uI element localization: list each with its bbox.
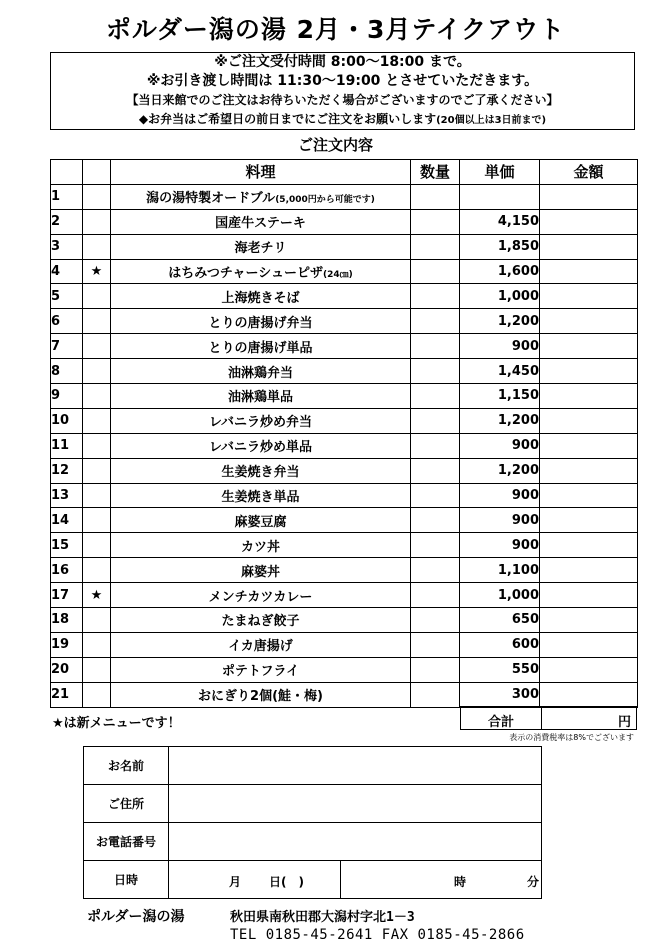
row-item-name: カツ丼: [240, 539, 280, 555]
new-star-icon: [83, 682, 111, 707]
datetime-field[interactable]: [169, 861, 542, 899]
row-amount-cell[interactable]: [540, 533, 638, 558]
new-star-icon: [83, 433, 111, 458]
row-number: 9: [51, 384, 83, 409]
header-item: 料理: [111, 160, 411, 185]
row-amount-cell[interactable]: [540, 408, 638, 433]
row-number: 5: [51, 284, 83, 309]
row-item: [111, 408, 411, 433]
name-label: お名前: [84, 747, 169, 785]
notice-pickup-hours: ※お引き渡し時間は 11:30～19:00 とさせていただきます。: [146, 73, 539, 89]
row-amount-cell[interactable]: [540, 334, 638, 359]
row-item: [111, 284, 411, 309]
row-qty-cell[interactable]: [411, 259, 460, 284]
new-star-icon: ★: [83, 583, 111, 608]
row-item-note: (5,000円から可能です): [275, 195, 375, 206]
row-item-name: レバニラ炒め弁当: [208, 415, 313, 431]
row-price: 550: [460, 657, 540, 682]
row-number: 17: [51, 583, 83, 608]
row-qty-cell[interactable]: [411, 632, 460, 657]
row-amount-cell[interactable]: [540, 483, 638, 508]
row-amount-cell[interactable]: [540, 184, 638, 209]
row-number: 3: [51, 234, 83, 259]
row-item: [111, 433, 411, 458]
row-qty-cell[interactable]: [411, 458, 460, 483]
row-qty-cell[interactable]: [411, 284, 460, 309]
row-item: [111, 384, 411, 409]
row-price: 900: [460, 334, 540, 359]
new-star-icon: [83, 234, 111, 259]
row-number: 20: [51, 657, 83, 682]
table-row: [51, 408, 638, 433]
row-item-name: 生姜焼き弁当: [221, 465, 300, 481]
page-title: ポルダー潟の湯 2月・3月テイクアウト: [105, 15, 566, 44]
address-field[interactable]: [169, 785, 542, 823]
row-number: 19: [51, 632, 83, 657]
row-item: [111, 184, 411, 209]
row-amount-cell[interactable]: [540, 458, 638, 483]
datetime-divider: [340, 861, 341, 898]
row-item-name: ポテトフライ: [221, 664, 300, 680]
row-item-name: 麻婆丼: [240, 564, 280, 580]
row-qty-cell[interactable]: [411, 657, 460, 682]
row-amount-cell[interactable]: [540, 632, 638, 657]
row-number: 21: [51, 682, 83, 707]
new-star-icon: [83, 533, 111, 558]
total-unit: 円: [617, 715, 631, 730]
new-star-icon: [83, 334, 111, 359]
row-item: [111, 608, 411, 633]
row-item: [111, 632, 411, 657]
row-price: 650: [460, 608, 540, 633]
address-label: ご住所: [84, 785, 169, 823]
row-number: 6: [51, 309, 83, 334]
tax-note: 表示の消費税率は8%でございます: [509, 733, 634, 742]
footer-address: 秋田県南秋田郡大潟村字北1－3: [230, 910, 415, 925]
row-qty-cell[interactable]: [411, 608, 460, 633]
row-number: 8: [51, 359, 83, 384]
row-number: 2: [51, 209, 83, 234]
day-label: 日( ): [269, 875, 304, 889]
notice-bento-main: ◆お弁当はご希望日の前日までにご注文をお願いします: [138, 112, 437, 126]
table-row: [51, 608, 638, 633]
new-star-icon: [83, 384, 111, 409]
row-item: [111, 558, 411, 583]
table-row: [51, 483, 638, 508]
row-item-name: はちみつチャーシューピザ: [168, 266, 324, 281]
row-price: 1,000: [460, 284, 540, 309]
row-item-name: イカ唐揚げ: [228, 639, 293, 655]
row-price: [460, 184, 540, 209]
header-price: 単価: [460, 160, 540, 185]
total-box: [460, 706, 637, 730]
row-price: 900: [460, 508, 540, 533]
table-row: [51, 359, 638, 384]
name-field[interactable]: [169, 747, 542, 785]
row-amount-cell[interactable]: [540, 608, 638, 633]
row-qty-cell[interactable]: [411, 359, 460, 384]
row-item-name: 油淋鶏単品: [227, 390, 293, 406]
row-price: 1,150: [460, 384, 540, 409]
table-row: [51, 334, 638, 359]
month-label: 月: [229, 875, 242, 889]
row-qty-cell[interactable]: [411, 408, 460, 433]
table-row: [51, 184, 638, 209]
table-row: [51, 384, 638, 409]
phone-label: お電話番号: [84, 823, 169, 861]
footer-contact: TEL 0185-45-2641 FAX 0185-45-2866: [230, 927, 525, 943]
row-qty-cell[interactable]: [411, 508, 460, 533]
row-number: 1: [51, 184, 83, 209]
row-price: 900: [460, 483, 540, 508]
row-price: 1,000: [460, 583, 540, 608]
row-item-name: おにぎり2個(鮭・梅): [198, 689, 323, 705]
row-number: 18: [51, 608, 83, 633]
row-item: [111, 483, 411, 508]
order-table-body: [51, 184, 638, 707]
new-star-icon: [83, 184, 111, 209]
new-star-icon: [83, 309, 111, 334]
row-item: [111, 682, 411, 707]
table-row: [51, 259, 638, 284]
row-item: [111, 334, 411, 359]
row-price: 1,200: [460, 309, 540, 334]
row-qty-cell[interactable]: [411, 583, 460, 608]
order-table: [50, 159, 638, 708]
row-amount-cell[interactable]: [540, 558, 638, 583]
row-price: 1,600: [460, 259, 540, 284]
row-item-name: 麻婆豆腐: [234, 514, 287, 530]
new-star-icon: [83, 458, 111, 483]
row-price: 900: [460, 433, 540, 458]
row-qty-cell[interactable]: [411, 384, 460, 409]
row-qty-cell[interactable]: [411, 309, 460, 334]
row-item-note: (24㎝): [323, 270, 353, 280]
new-star-icon: [83, 408, 111, 433]
minute-label: 分: [527, 875, 540, 889]
table-row: [51, 657, 638, 682]
row-price: 300: [460, 682, 540, 707]
row-amount-cell[interactable]: [540, 259, 638, 284]
row-item: [111, 508, 411, 533]
total-label: 合計: [487, 715, 514, 730]
table-row: [51, 632, 638, 657]
new-star-icon: [83, 558, 111, 583]
row-item-name: とりの唐揚げ弁当: [208, 315, 313, 331]
new-menu-note: ★は新メニューです！: [52, 716, 181, 731]
row-amount-cell[interactable]: [540, 284, 638, 309]
row-amount-cell[interactable]: [540, 508, 638, 533]
row-item-name: とりの唐揚げ単品: [208, 340, 313, 356]
row-qty-cell[interactable]: [411, 533, 460, 558]
row-amount-cell[interactable]: [540, 657, 638, 682]
row-number: 4: [51, 259, 83, 284]
row-qty-cell[interactable]: [411, 184, 460, 209]
header-qty: 数量: [411, 160, 460, 185]
hour-label: 時: [454, 875, 467, 889]
row-item: [111, 234, 411, 259]
notice-bento-small: (20個以上は3日前まで): [436, 115, 547, 126]
row-price: 900: [460, 533, 540, 558]
row-amount-cell[interactable]: [540, 359, 638, 384]
row-qty-cell[interactable]: [411, 433, 460, 458]
row-amount-cell[interactable]: [540, 234, 638, 259]
footer-store-name: ポルダー潟の湯: [87, 909, 185, 925]
header-star: [83, 160, 111, 185]
row-item: [111, 657, 411, 682]
row-qty-cell[interactable]: [411, 234, 460, 259]
new-star-icon: [83, 508, 111, 533]
row-price: 1,100: [460, 558, 540, 583]
row-qty-cell[interactable]: [411, 682, 460, 707]
row-item-name: 生姜焼き単品: [221, 490, 300, 506]
row-number: 7: [51, 334, 83, 359]
order-table-header: [51, 160, 638, 185]
row-qty-cell[interactable]: [411, 334, 460, 359]
row-item-name: 潟の湯特製オードブル: [146, 191, 276, 207]
row-number: 16: [51, 558, 83, 583]
row-item: [111, 259, 411, 284]
row-price: 1,200: [460, 458, 540, 483]
row-item: [111, 458, 411, 483]
row-amount-cell[interactable]: [540, 583, 638, 608]
new-star-icon: [83, 209, 111, 234]
table-row: [51, 682, 638, 707]
table-row: [51, 433, 638, 458]
row-number: 14: [51, 508, 83, 533]
row-item-name: 油淋鶏弁当: [227, 365, 293, 381]
table-row: [51, 234, 638, 259]
row-item-name: 上海焼きそば: [221, 290, 300, 306]
row-item: [111, 359, 411, 384]
row-amount-cell[interactable]: [540, 209, 638, 234]
table-row: [51, 209, 638, 234]
table-row: [51, 533, 638, 558]
notice-walkin-wait: 【当日来館でのご注文はお待ちいただく場合がございますのでご了承ください】: [126, 93, 559, 107]
row-qty-cell[interactable]: [411, 209, 460, 234]
notice-order-hours: ※ご注文受付時間 8:00～18:00 まで。: [214, 54, 471, 70]
table-row: [51, 284, 638, 309]
row-item-name: たまねぎ餃子: [221, 614, 300, 630]
datetime-label: 日時: [84, 861, 169, 899]
new-star-icon: [83, 608, 111, 633]
row-qty-cell[interactable]: [411, 483, 460, 508]
row-amount-cell[interactable]: [540, 309, 638, 334]
phone-field[interactable]: [169, 823, 542, 861]
row-item-name: メンチカツカレー: [208, 589, 313, 605]
row-price: 1,850: [460, 234, 540, 259]
table-row: [51, 309, 638, 334]
section-title: ご注文内容: [297, 136, 373, 154]
notice-bento-order: [51, 110, 634, 130]
row-item: [111, 533, 411, 558]
row-item: [111, 309, 411, 334]
row-amount-cell[interactable]: [540, 384, 638, 409]
row-item-name: 国産牛ステーキ: [215, 216, 306, 232]
row-price: 600: [460, 632, 540, 657]
total-divider: [541, 707, 542, 729]
new-star-icon: [83, 483, 111, 508]
row-number: 15: [51, 533, 83, 558]
row-item-name: レバニラ炒め単品: [208, 440, 313, 456]
row-number: 11: [51, 433, 83, 458]
row-qty-cell[interactable]: [411, 558, 460, 583]
row-item: [111, 583, 411, 608]
table-row: [51, 508, 638, 533]
notice-box: [50, 52, 635, 130]
new-star-icon: [83, 284, 111, 309]
row-price: 1,200: [460, 408, 540, 433]
row-item: [111, 209, 411, 234]
row-price: 1,450: [460, 359, 540, 384]
row-number: 12: [51, 458, 83, 483]
table-row: [51, 458, 638, 483]
customer-form: [83, 746, 542, 899]
row-amount-cell[interactable]: [540, 682, 638, 707]
table-row: [51, 583, 638, 608]
table-row: [51, 558, 638, 583]
new-star-icon: [83, 632, 111, 657]
row-price: 4,150: [460, 209, 540, 234]
row-number: 13: [51, 483, 83, 508]
header-no: [51, 160, 83, 185]
row-number: 10: [51, 408, 83, 433]
new-star-icon: [83, 359, 111, 384]
new-star-icon: ★: [83, 259, 111, 284]
new-star-icon: [83, 657, 111, 682]
row-amount-cell[interactable]: [540, 433, 638, 458]
row-item-name: 海老チリ: [234, 241, 287, 257]
header-amount: 金額: [540, 160, 638, 185]
